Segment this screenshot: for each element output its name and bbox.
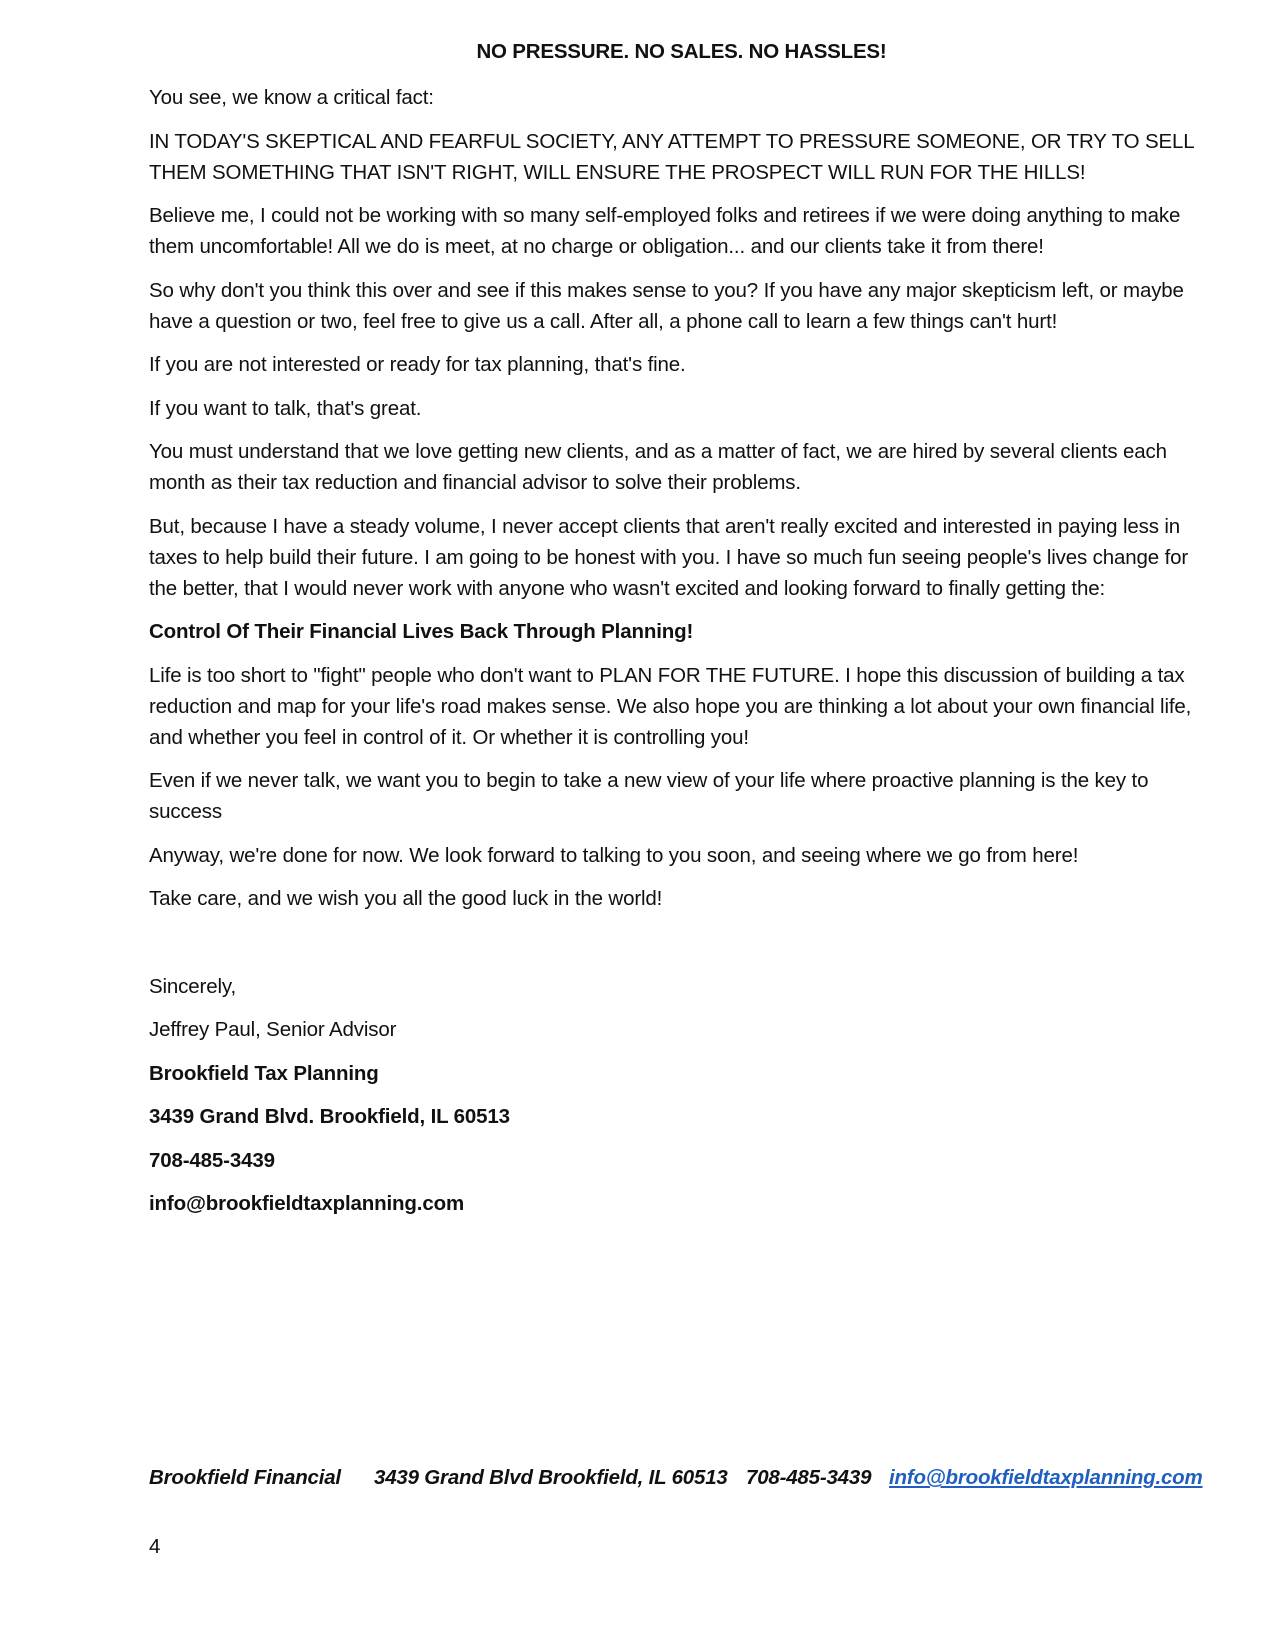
signature-closing: Sincerely,: [149, 974, 236, 998]
signature-phone: 708-485-3439: [149, 1148, 275, 1172]
paragraph-critical-fact: You see, we know a critical fact:: [149, 86, 434, 109]
paragraph-steady-volume: But, because I have a steady volume, I never accept clients that aren't really excited and interested in paying less in taxes to help build their future. I am going to be honest with you. I have so much fun seeing people's lives change for the better, that I would never work with anyone who wasn't excited and looking forward to finally getting the:: [149, 514, 1189, 600]
signature-email: info@brookfieldtaxplanning.com: [149, 1192, 465, 1215]
paragraph-believe-me: Believe me, I could not be working with so many self-employed folks and retirees if we were doing anything to make them uncomfortable! All we do is meet, at no charge or obligation... and our clients take it from there!: [149, 204, 1181, 258]
paragraph-not-interested: If you are not interested or ready for tax planning, that's fine.: [149, 353, 686, 376]
paragraph-think-it-over: So why don't you think this over and see if this makes sense to you? If you have any major skepticism left, or maybe have a question or two, feel free to give us a call. After all, a phone call to learn a few things can't hurt!: [149, 278, 1184, 333]
paragraph-never-talk: Even if we never talk, we want you to begin to take a new view of your life where proactive planning is the key to success: [149, 769, 1149, 823]
paragraph-take-care: Take care, and we wish you all the good luck in the world!: [149, 887, 663, 910]
paragraph-skeptical-society: IN TODAY'S SKEPTICAL AND FEARFUL SOCIETY, ANY ATTEMPT TO PRESSURE SOMEONE, OR TRY TO SELL THEM SOMETHING THAT ISN'T RIGHT, WILL ENSURE THE PROSPECT WILL RUN FOR THE HILLS!: [149, 129, 1194, 184]
page-heading: NO PRESSURE. NO SALES. NO HASSLES!: [476, 40, 887, 63]
signature-name: Jeffrey Paul, Senior Advisor: [149, 1018, 397, 1041]
signature-address: 3439 Grand Blvd. Brookfield, IL 60513: [149, 1105, 510, 1128]
footer-company: Brookfield Financial: [149, 1466, 341, 1489]
letter-body: [149, 82, 1214, 1232]
signature-company: Brookfield Tax Planning: [149, 1061, 379, 1085]
footer-phone: 708-485-3439: [746, 1466, 872, 1489]
footer-address: 3439 Grand Blvd Brookfield, IL 60513: [374, 1466, 728, 1489]
paragraph-life-too-short: Life is too short to "fight" people who don't want to PLAN FOR THE FUTURE. I hope this discussion of building a tax reduction and map for your life's road makes sense. We also hope you are thinking a lot about your own financial life, and whether you feel in control of it. Or whether it is controlling you!: [149, 663, 1192, 749]
signature-spacer: [149, 927, 1214, 971]
paragraph-done-for-now: Anyway, we're done for now. We look forward to talking to you soon, and seeing where we go from here!: [149, 843, 1079, 867]
paragraph-control-headline: Control Of Their Financial Lives Back Through Planning!: [149, 620, 694, 643]
page-number: 4: [149, 1535, 161, 1558]
page-footer: [149, 1466, 1203, 1490]
paragraph-want-to-talk: If you want to talk, that's great.: [149, 396, 422, 420]
paragraph-new-clients: You must understand that we love getting new clients, and as a matter of fact, we are hired by several clients each month as their tax reduction and financial advisor to solve their problems.: [149, 440, 1167, 494]
footer-email-link[interactable]: info@brookfieldtaxplanning.com: [889, 1466, 1203, 1489]
